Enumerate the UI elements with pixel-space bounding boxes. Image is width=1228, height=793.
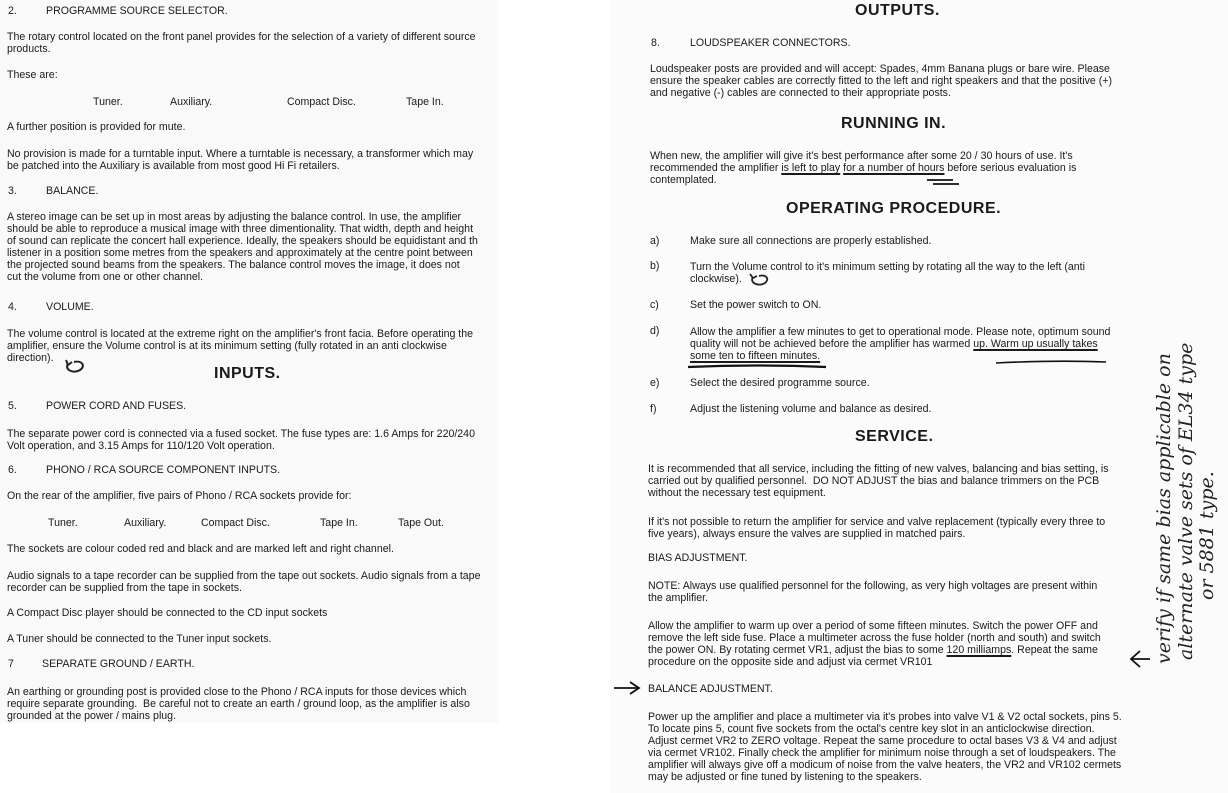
section-2-title: PROGRAMME SOURCE SELECTOR. <box>46 5 228 17</box>
step-f-letter: f) <box>650 403 657 415</box>
source-compact-disc: Compact Disc. <box>287 96 356 108</box>
step-a-letter: a) <box>650 235 660 247</box>
hand-drawn-arrow-icon <box>612 680 642 696</box>
section-4-number: 4. <box>8 301 17 313</box>
service-intro: It is recommended that all service, including the fitting of new valves, balancing and bias setting, is carried out by qualified personnel. DO NOT ADJUST the bias and balance trimmers on the PCB without the necessary test equipment. <box>648 463 1109 499</box>
underlined-warm-up: up. Warm up usually takes <box>973 338 1098 350</box>
handwritten-note-line-2: alternate valve sets of EL34 type <box>1175 342 1197 660</box>
underlined-120-milliamps: 120 milliamps <box>946 644 1012 656</box>
section-4-title: VOLUME. <box>46 301 94 313</box>
underlined-number-of-hours: for a number of hours <box>843 162 945 174</box>
section-6-number: 6. <box>8 464 17 476</box>
service-valves: If it's not possible to return the amplifier for service and valve replacement (typically every three to five years), always ensure the valves are supplied in matched pairs. <box>648 516 1106 540</box>
section-5-body: The separate power cord is connected via a fused socket. The fuse types are: 1.6 Amps for 220/240 Volt operation, and 3.15 Amps for 110/120 Volt operation. <box>7 428 475 452</box>
step-d-text <box>690 326 1110 362</box>
step-a-text: Make sure all connections are properly established. <box>690 235 932 247</box>
section-6-cd: A Compact Disc player should be connected to the CD input sockets <box>7 607 328 619</box>
section-7-body: An earthing or grounding post is provided close to the Phono / RCA inputs for those devices which require separate grounding. Be careful not to create an earth / ground loop, as the amplifier is also grounded at the power / mains plug. <box>7 686 470 722</box>
step-e-letter: e) <box>650 377 660 389</box>
hand-drawn-left-arrow-icon <box>1128 648 1154 670</box>
section-2-intro: The rotary control located on the front panel provides for the selection of a variety of different source products. <box>7 31 476 55</box>
input-compact-disc: Compact Disc. <box>201 517 270 529</box>
input-auxiliary: Auxiliary. <box>124 517 167 529</box>
underlined-ten-to-fifteen-minutes: some ten to fifteen minutes. <box>690 350 821 362</box>
source-tuner: Tuner. <box>93 96 123 108</box>
step-e-text: Select the desired programme source. <box>690 377 870 389</box>
input-tape-in: Tape In. <box>320 517 358 529</box>
section-6-intro: On the rear of the amplifier, five pairs of Phono / RCA sockets provide for: <box>7 490 352 502</box>
bias-procedure-text: Allow the amplifier to warm up over a period of some fifteen minutes. Switch the power OFF and remove the left side fuse. Place a multimeter across the fuse holder (north and south) and switch the power ON. By rotating cermet VR1, adjust the bias to some <box>648 620 1101 656</box>
outputs-heading: OUTPUTS. <box>855 2 940 19</box>
section-3-body: A stereo image can be set up in most areas by adjusting the balance control. In use, the amplifier should be able to reproduce a musical image with three dimentionality. That width, depth and height of sound can replicate the concert hall experience. Ideally, the speakers should be equidistant and th listener in a position some metres from the speakers and approximately at the centre point between the projected sound beams from the speakers. The balance control moves the image, it does not cut the volume from one or other channel. <box>7 211 478 283</box>
section-2-mute: A further position is provided for mute. <box>7 121 186 133</box>
step-b-text: Turn the Volume control to it's minimum setting by rotating all the way to the left (anti clockwise). <box>690 261 1085 285</box>
bias-procedure-text-3: procedure on the opposite side and adjust via cermet VR101 <box>648 656 933 668</box>
source-auxiliary: Auxiliary. <box>170 96 213 108</box>
running-in-text: recommended the amplifier <box>650 162 782 174</box>
step-d-body: Allow the amplifier a few minutes to get to operational mode. Please note, optimum sound quality will not be achieved before the amplifier has warmed <box>690 326 1111 350</box>
step-b-letter: b) <box>650 260 660 272</box>
input-tuner: Tuner. <box>48 517 78 529</box>
section-4-body: The volume control is located at the extreme right on the amplifier's front facia. Before operating the amplifier, ensure the Volume control is at its minimum setting (fully rotated in an anti clockwise direction). <box>7 328 474 364</box>
section-5-title: POWER CORD AND FUSES. <box>46 400 187 412</box>
input-tape-out: Tape Out. <box>398 517 444 529</box>
balance-procedure: Power up the amplifier and place a multimeter via it's probes into valve V1 & V2 octal sockets, pins 5. To locate pins 5, count five sockets from the octal's centre key slot in an anticlockwise direction. Adjust cermet VR2 to ZERO voltage. Repeat the same procedure to octal bases V3 & V4 and adjust via cermet VR102. Finally check the amplifier for minimum noise through a set of loudspeakers. The amplifier will always give off a modicum of noise from the valve heaters, the VR2 and VR102 cermets may be adjusted or fine tuned by listening to the speakers. <box>648 711 1122 783</box>
section-8-title: LOUDSPEAKER CONNECTORS. <box>690 37 851 49</box>
balance-adjustment-title: BALANCE ADJUSTMENT. <box>648 683 773 695</box>
handwritten-note-line-3: or 5881 type. <box>1196 471 1218 600</box>
bias-adjustment-title: BIAS ADJUSTMENT. <box>648 552 748 564</box>
bias-note: NOTE: Always use qualified personnel for the following, as very high voltages are present within the amplifier. <box>648 580 1098 604</box>
section-2-number: 2. <box>8 5 17 17</box>
section-2-these-are: These are: <box>7 69 58 81</box>
section-7-title: SEPARATE GROUND / EARTH. <box>42 658 195 670</box>
running-in-line-1: When new, the amplifier will give it's best performance after some 20 / 30 hours of use. It's <box>650 150 1073 162</box>
anticlockwise-arrow-icon <box>60 358 94 376</box>
operating-procedure-heading: OPERATING PROCEDURE. <box>786 200 1002 217</box>
step-d-letter: d) <box>650 325 660 337</box>
inputs-heading: INPUTS. <box>214 365 281 382</box>
section-3-number: 3. <box>8 185 17 197</box>
handwritten-note-line-1: verify if same bias applicable on <box>1153 353 1175 664</box>
section-6-tuner: A Tuner should be connected to the Tuner input sockets. <box>7 633 272 645</box>
section-5-number: 5. <box>8 400 17 412</box>
section-6-title: PHONO / RCA SOURCE COMPONENT INPUTS. <box>46 464 281 476</box>
step-c-text: Set the power switch to ON. <box>690 299 822 311</box>
page-gap <box>498 0 610 793</box>
anticlockwise-arrow-icon <box>746 273 774 287</box>
source-tape-in: Tape In. <box>406 96 444 108</box>
section-3-title: BALANCE. <box>46 185 99 197</box>
section-7-number: 7 <box>8 658 14 670</box>
running-in-text-end: before serious evaluation is <box>944 162 1077 174</box>
bias-procedure-text-2: . Repeat the same <box>1011 644 1098 656</box>
underlined-left-to-play: is left to play <box>781 162 841 174</box>
section-6-colour-coded: The sockets are colour coded red and black and are marked left and right channel. <box>7 543 394 555</box>
running-in-line-2 <box>650 162 1076 174</box>
section-6-tape: Audio signals to a tape recorder can be supplied from the tape out sockets. Audio signals from a tape recorder can be supplied from the tape in sockets. <box>7 570 481 594</box>
running-in-heading: RUNNING IN. <box>841 115 947 132</box>
step-c-letter: c) <box>650 299 659 311</box>
running-in-line-3: contemplated. <box>650 174 717 186</box>
service-heading: SERVICE. <box>855 428 934 445</box>
step-f-text: Adjust the listening volume and balance as desired. <box>690 403 932 415</box>
pen-underline-mark <box>925 176 965 186</box>
section-2-turntable: No provision is made for a turntable input. Where a turntable is necessary, a transformer which may be patched into the Auxiliary is available from most good Hi Fi retailers. <box>7 148 474 172</box>
section-8-body: Loudspeaker posts are provided and will accept: Spades, 4mm Banana plugs or bare wire. Please ensure the speaker cables are correctly fitted to the left and right speakers and that the positive (+) and negative (-) cables are connected to their appropriate posts. <box>650 63 1112 99</box>
section-8-number: 8. <box>651 37 660 49</box>
bias-procedure <box>648 620 1101 668</box>
pen-underline-mark <box>686 360 1126 372</box>
